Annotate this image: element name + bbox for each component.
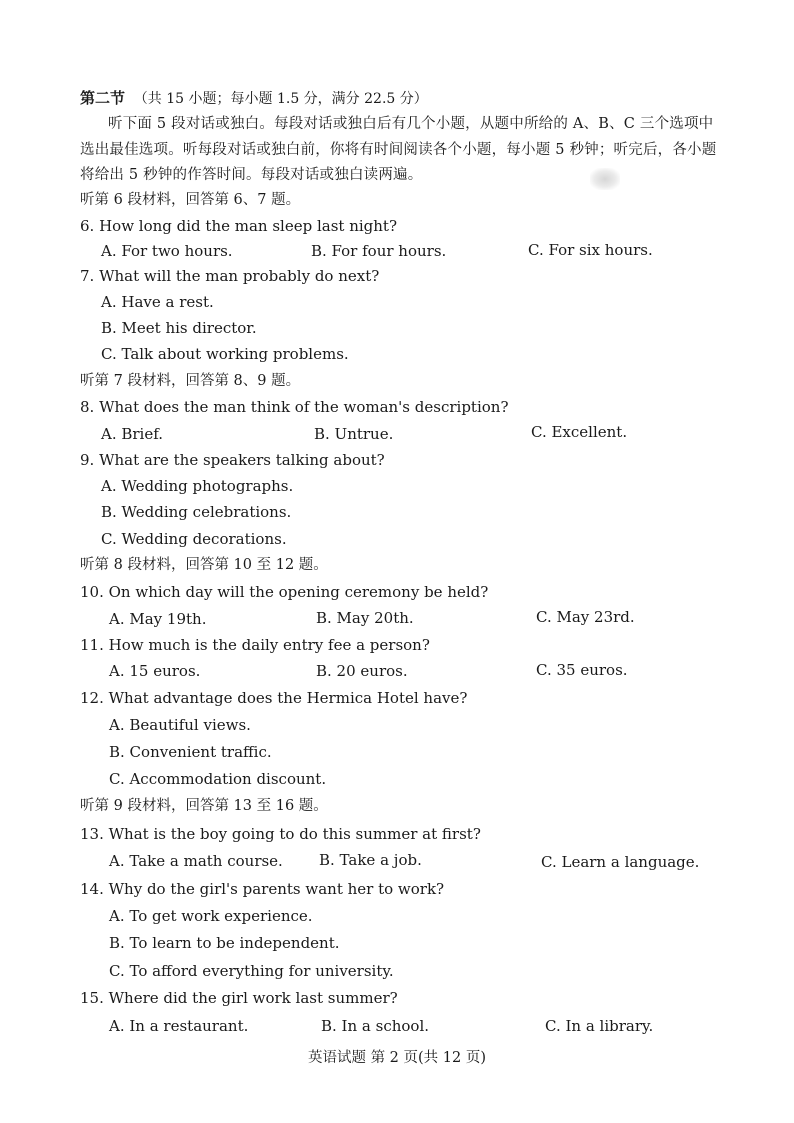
question-stem: 11. How much is the daily entry fee a person? bbox=[80, 636, 430, 654]
option-a: A. Beautiful views. bbox=[109, 716, 251, 734]
option-b: B. May 20th. bbox=[316, 609, 414, 627]
option-b: B. For four hours. bbox=[311, 242, 447, 260]
option-b: B. Untrue. bbox=[314, 425, 394, 443]
option-c: C. Wedding decorations. bbox=[101, 530, 287, 548]
option-b: B. 20 euros. bbox=[316, 662, 408, 680]
option-a: A. To get work experience. bbox=[109, 907, 313, 925]
instruction-line-1: 听下面 5 段对话或独白。每段对话或独白后有几个小题，从题中所给的 A、B、C 三个选项中 bbox=[108, 116, 714, 132]
option-b: B. Meet his director. bbox=[101, 319, 257, 337]
option-c: C. Excellent. bbox=[531, 423, 628, 441]
option-c: C. Accommodation discount. bbox=[109, 770, 327, 788]
option-c: C. May 23rd. bbox=[536, 608, 635, 626]
scan-smudge bbox=[590, 168, 620, 190]
question-stem: 9. What are the speakers talking about? bbox=[80, 451, 385, 469]
option-b: B. Wedding celebrations. bbox=[101, 503, 292, 521]
question-stem: 6. How long did the man sleep last night? bbox=[80, 217, 397, 235]
section-note: （共 15 小题；每小题 1.5 分，满分 22.5 分） bbox=[133, 91, 428, 107]
option-c: C. Talk about working problems. bbox=[101, 345, 349, 363]
option-a: A. For two hours. bbox=[101, 242, 233, 260]
question-stem: 15. Where did the girl work last summer? bbox=[80, 989, 398, 1007]
option-b: B. Convenient traffic. bbox=[109, 743, 272, 761]
option-c: C. In a library. bbox=[545, 1017, 654, 1035]
option-a: A. Have a rest. bbox=[101, 293, 214, 311]
question-stem: 7. What will the man probably do next? bbox=[80, 267, 380, 285]
instruction-line-2: 选出最佳选项。听每段对话或独白前，你将有时间阅读各个小题，每小题 5 秒钟；听完后，各小题 bbox=[80, 142, 717, 158]
instruction-line-3: 将给出 5 秒钟的作答时间。每段对话或独白读两遍。 bbox=[80, 167, 423, 183]
option-c: C. 35 euros. bbox=[536, 661, 628, 679]
option-b: B. To learn to be independent. bbox=[109, 934, 340, 952]
option-b: B. Take a job. bbox=[319, 851, 422, 869]
option-c: C. To afford everything for university. bbox=[109, 962, 394, 980]
option-a: A. Brief. bbox=[101, 425, 164, 443]
option-c: C. Learn a language. bbox=[541, 853, 700, 871]
question-stem: 13. What is the boy going to do this summer at first? bbox=[80, 825, 481, 843]
group-label: 听第 9 段材料，回答第 13 至 16 题。 bbox=[80, 798, 328, 814]
question-stem: 8. What does the man think of the woman's description? bbox=[80, 398, 509, 416]
question-stem: 12. What advantage does the Hermica Hotel have? bbox=[80, 689, 468, 707]
section-header bbox=[80, 88, 428, 109]
group-label: 听第 7 段材料，回答第 8、9 题。 bbox=[80, 373, 301, 389]
option-a: A. May 19th. bbox=[109, 610, 207, 628]
option-a: A. Wedding photographs. bbox=[101, 477, 294, 495]
option-a: A. In a restaurant. bbox=[109, 1017, 249, 1035]
question-stem: 14. Why do the girl's parents want her to work? bbox=[80, 880, 445, 898]
section-title: 第二节 bbox=[80, 89, 126, 107]
option-b: B. In a school. bbox=[321, 1017, 430, 1035]
group-label: 听第 8 段材料，回答第 10 至 12 题。 bbox=[80, 557, 328, 573]
option-a: A. Take a math course. bbox=[109, 852, 283, 870]
page-footer: 英语试题 第 2 页(共 12 页) bbox=[307, 1050, 487, 1066]
option-a: A. 15 euros. bbox=[109, 662, 201, 680]
question-stem: 10. On which day will the opening ceremony be held? bbox=[80, 583, 489, 601]
option-c: C. For six hours. bbox=[528, 241, 653, 259]
group-label: 听第 6 段材料，回答第 6、7 题。 bbox=[80, 192, 301, 208]
